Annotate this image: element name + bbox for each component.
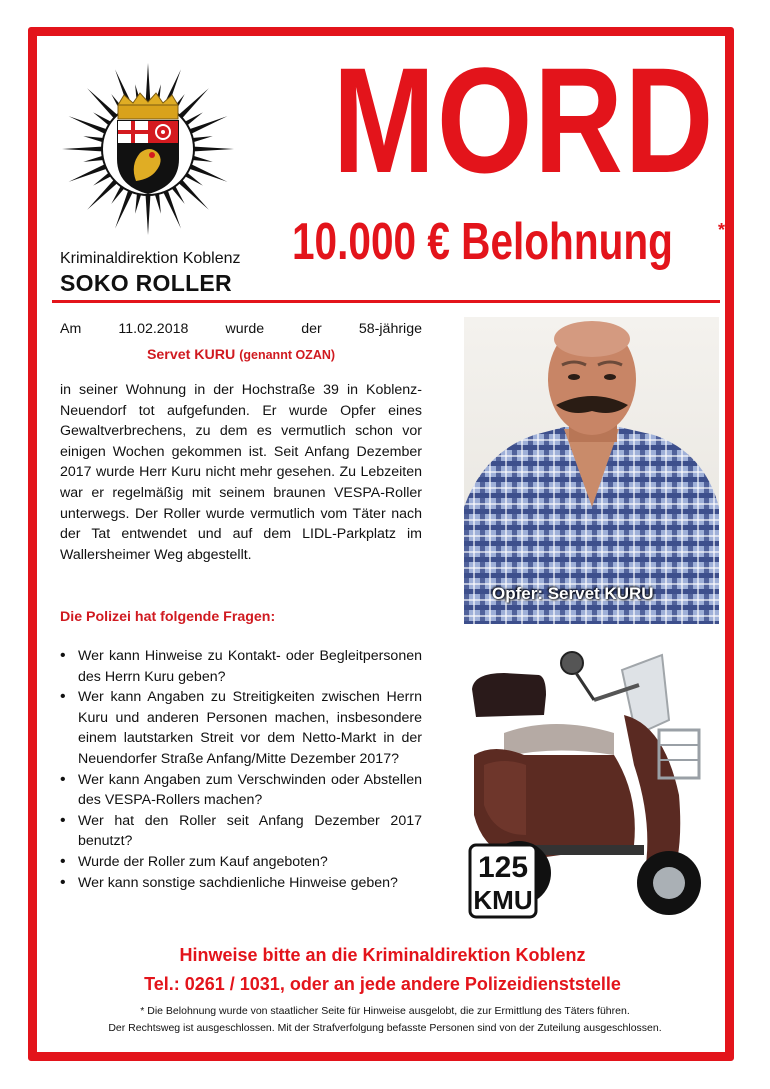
contact-line-2: Tel.: 0261 / 1031, oder an jede andere Polizeidienststelle <box>144 974 621 994</box>
intro-text: Am 11.02.2018 wurde der 58-jährige <box>60 321 422 337</box>
reward-amount: 10.000 € Belohnung <box>292 213 673 271</box>
photo-caption: Opfer: Servet KURU <box>492 584 654 603</box>
case-story: in seiner Wohnung in der Hochstraße 39 in Koblenz-Neuendorf tot aufgefunden. Er wurde Opfer eines Gewaltverbrechens, zu dem es vermutlich schon vor einigen Wochen gekommen ist. Seit Anfang Dezember 2017 wurde Herr Kuru nicht mehr gesehen. Zu Lebzeiten war er regelmäßig mit seinem braunen VESPA-Roller unterwegs. Der Roller wurde vermutlich vom Täter nach der Tat entwendet und auf dem LIDL-Parkplatz im Wallersheimer Weg abgestellt. <box>60 382 422 563</box>
victim-photo <box>464 317 719 624</box>
question-item: • Wer kann Angaben zum Verschwinden oder Abstellen des VESPA-Rollers machen? <box>60 770 422 811</box>
questions-list <box>60 646 422 893</box>
header-divider <box>52 300 720 303</box>
task-force-name: SOKO ROLLER <box>60 270 232 296</box>
footnote-line-1: * Die Belohnung wurde von staatlicher Seite für Hinweise ausgelobt, die zur Ermittlung des Täters führen. <box>140 1005 630 1017</box>
police-star-emblem <box>58 62 238 237</box>
plate-letters: KMU <box>473 885 533 915</box>
org-name: Kriminaldirektion Koblenz <box>60 250 241 267</box>
question-item: • Wer kann sonstige sachdienliche Hinweise geben? <box>60 873 422 894</box>
plate-number: 125 <box>477 851 529 884</box>
question-item: • Wer hat den Roller seit Anfang Dezember 2017 benutzt? <box>60 811 422 852</box>
victim-name-line <box>60 347 422 363</box>
poster-title: MORD <box>332 36 716 204</box>
question-item: • Wurde der Roller zum Kauf angeboten? <box>60 852 422 873</box>
victim-alias: (genannt OZAN) <box>239 348 336 362</box>
vespa-scooter-image <box>464 645 729 925</box>
reward-footnote-mark: * <box>718 220 726 240</box>
footnote-line-2: Der Rechtsweg ist ausgeschlossen. Mit der Strafverfolgung befasste Personen sind von der Zuteilung ausgeschlossen. <box>108 1022 662 1034</box>
victim-name: Servet KURU <box>146 347 236 363</box>
question-item: • Wer kann Angaben zu Streitigkeiten zwischen Herrn Kuru und anderen Personen machen, insbesondere einem lautstarken Streit vor dem Netto-Markt in der Neuendorfer Straße Anfang/Mitte Dezember 2017? <box>60 687 422 769</box>
questions-heading: Die Polizei hat folgende Fragen: <box>60 609 276 625</box>
contact-line-1: Hinweise bitte an die Kriminaldirektion Koblenz <box>179 945 586 965</box>
question-item: • Wer kann Hinweise zu Kontakt- oder Begleitpersonen des Herrn Kuru geben? <box>60 646 422 687</box>
